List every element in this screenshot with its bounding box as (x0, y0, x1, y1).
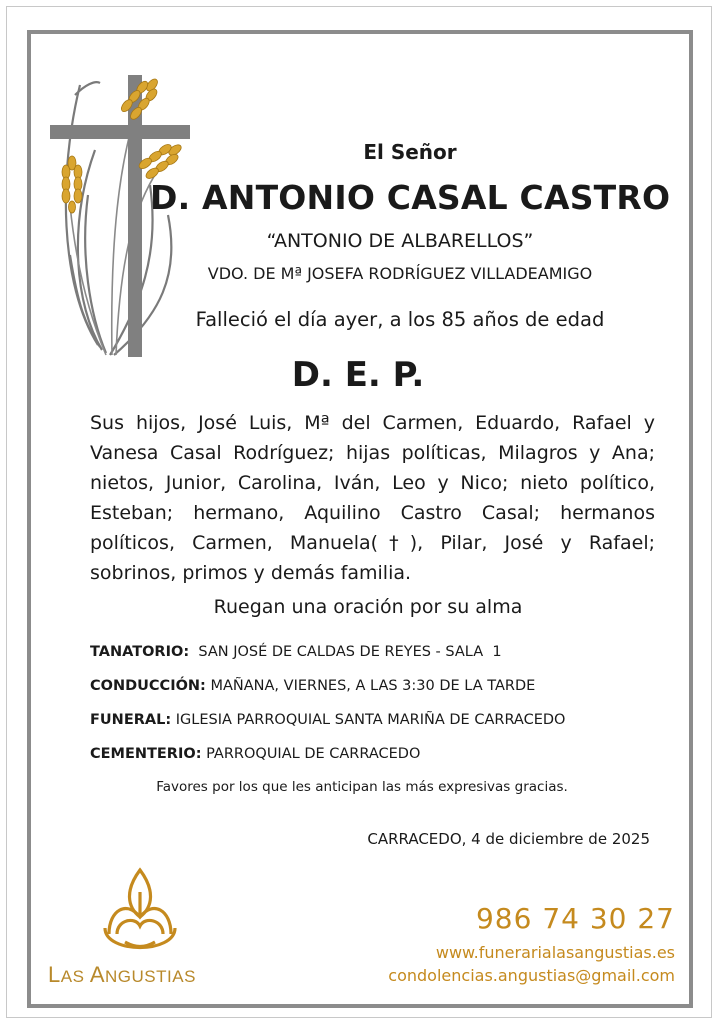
detail-value: IGLESIA PARROQUIAL SANTA MARIÑA DE CARRACEDO (171, 712, 566, 728)
detail-value: PARROQUIAL DE CARRACEDO (201, 746, 421, 762)
detail-tanatorio (90, 644, 502, 660)
family-list: Sus hijos, José Luis, Mª del Carmen, Eduardo, Rafael y Vanesa Casal Rodríguez; hijas políticas, Milagros y Ana; nietos, Junior, Carolina, Iván, Leo y Nico; nieto político, Esteban; hermano, Aquilino Castro Casal; hermanos políticos, Carmen, Manuela(†), Pilar, José y Rafael; sobrinos, primos y demás familia. (90, 412, 655, 584)
website-link[interactable]: www.funerarialasangustias.es (435, 943, 675, 962)
detail-cementerio (90, 746, 420, 762)
detail-label: CONDUCCIÓN: (90, 678, 206, 694)
brand-name (48, 962, 196, 988)
widower-of: VDO. DE Mª JOSEFA RODRÍGUEZ VILLADEAMIGO (207, 264, 593, 283)
brand-rest: AS (60, 967, 85, 986)
deceased-name: D. ANTONIO CASAL CASTRO (150, 178, 671, 217)
death-notice: Falleció el día ayer, a los 85 años de edad (195, 308, 605, 331)
detail-label: TANATORIO: (90, 644, 190, 660)
detail-label: FUNERAL: (90, 712, 172, 728)
brand-initial: A (89, 962, 106, 987)
detail-value: MAÑANA, VIERNES, A LAS 3:30 DE LA TARDE (205, 678, 536, 694)
rest-in-peace: D. E. P. (291, 355, 425, 395)
detail-conduccion (90, 678, 535, 694)
detail-funeral (90, 712, 565, 728)
prayer-request: Ruegan una oración por su alma (213, 596, 523, 618)
phone-number[interactable]: 986 74 30 27 (475, 902, 675, 935)
deceased-alias: “ANTONIO DE ALBARELLOS” (266, 230, 534, 252)
place-date: CARRACEDO, 4 de diciembre de 2025 (367, 830, 650, 848)
email-link[interactable]: condolencias.angustias@gmail.com (388, 966, 675, 985)
brand-initial: L (48, 962, 61, 987)
brand-rest: NGUSTIAS (105, 967, 196, 986)
detail-value: SAN JOSÉ DE CALDAS DE REYES - SALA 1 (189, 644, 502, 660)
las-angustias-logo-icon (95, 862, 185, 962)
detail-label: CEMENTERIO: (90, 746, 202, 762)
title-prefix: El Señor (363, 140, 457, 164)
thanks-note: Favores por los que les anticipan las más expresivas gracias. (156, 779, 568, 795)
